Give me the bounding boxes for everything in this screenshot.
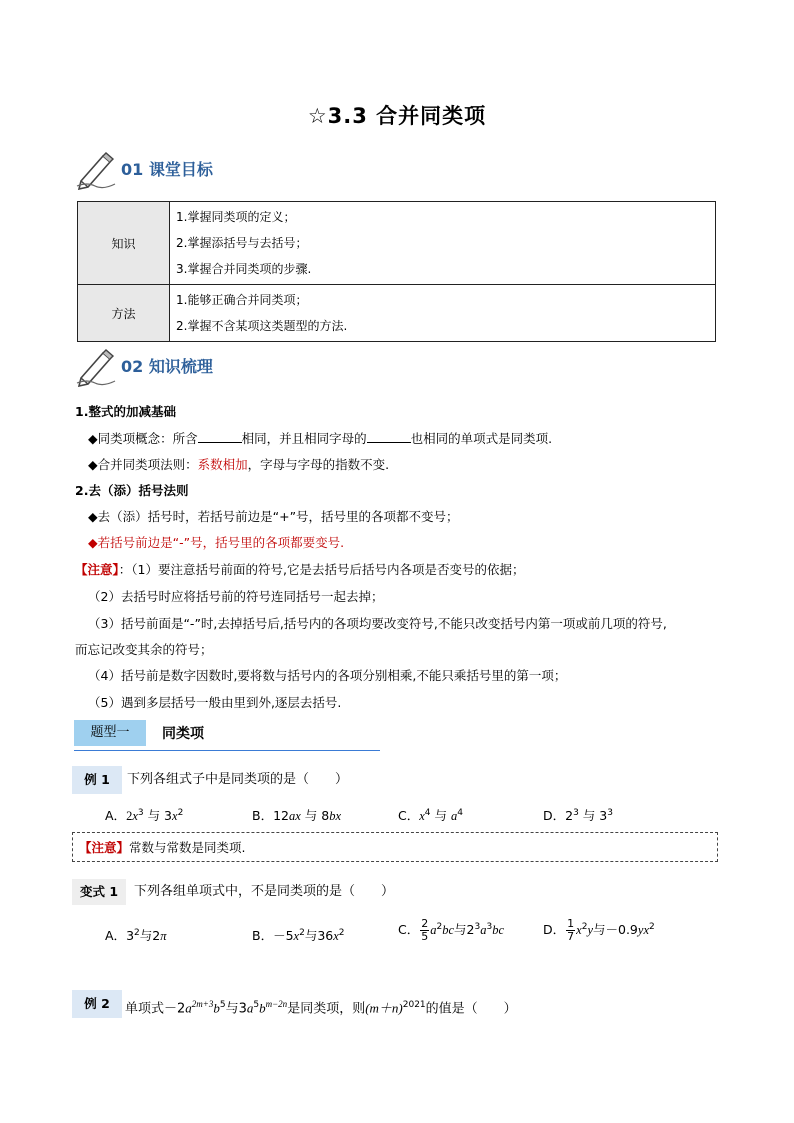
math: 3 [126, 928, 135, 943]
rule-line [88, 455, 389, 475]
note-line [75, 560, 524, 580]
section-title: 02 知识梳理 [121, 357, 213, 376]
list-item: 1.能够正确合并同类项； [176, 293, 308, 307]
option-b[interactable] [252, 806, 341, 824]
paragraph: ◆若括号前边是“-”号，括号里的各项都要变号. [88, 535, 345, 550]
table-row [78, 202, 716, 285]
row-items [170, 285, 716, 342]
text: ◆同类项概念：所含 [88, 431, 198, 446]
text: 与 [430, 808, 451, 823]
note-line: （2）去括号时应将括号前的符号连同括号一起去掉； [88, 589, 384, 604]
text: 与36 [304, 928, 334, 943]
math-var: a [246, 1000, 254, 1016]
note-line: （3）括号前面是“-”时,去掉括号后,括号内的各项均要改变符号,不能只改变括号内第一项或前几项的符号, [88, 616, 667, 631]
math-var: x [576, 923, 582, 937]
type-name: 同类项 [162, 726, 204, 742]
exponent: 3 [486, 921, 493, 932]
text: 与 8 [300, 808, 330, 823]
exponent: 2m+3 [191, 999, 214, 1009]
question-text: 下列各组单项式中，不是同类项的是（ ） [134, 884, 395, 899]
math-expr: (m＋n) [365, 1000, 403, 1016]
option-letter: D． [543, 922, 566, 937]
section-header-knowledge [75, 347, 275, 391]
note-text: 常数与常数是同类项. [129, 840, 246, 855]
math-var: x [293, 929, 300, 943]
math: 2 [126, 809, 133, 823]
math-var: a [185, 1000, 192, 1016]
option-c[interactable] [398, 918, 504, 943]
exponent: 5 [253, 1000, 260, 1010]
exponent: 4 [424, 807, 431, 818]
type-banner [74, 720, 380, 751]
highlight-text: 系数相加 [197, 457, 248, 472]
option-b[interactable] [252, 926, 345, 944]
text: 与－0.9 [593, 922, 638, 937]
exponent: 2 [436, 921, 443, 932]
text: 是同类项，则 [287, 1001, 366, 1017]
exponent: 2 [299, 927, 305, 938]
variant-tag: 变式 1 [72, 879, 126, 905]
subheading: 1.整式的加减基础 [75, 404, 176, 419]
option-letter: D． [543, 808, 566, 823]
option-letter: A． [105, 808, 127, 823]
math-var: π [160, 929, 167, 943]
table-row [78, 285, 716, 342]
math-var: bx [329, 809, 342, 823]
option-letter: C． [398, 922, 420, 937]
list-item: 1.掌握同类项的定义； [176, 210, 296, 224]
option-a[interactable] [105, 806, 183, 824]
option-c[interactable] [398, 806, 463, 824]
exponent: 4 [457, 807, 463, 818]
option-d[interactable] [543, 918, 655, 943]
row-category: 知识 [78, 202, 170, 285]
note-line: （5）遇到多层括号一般由里到外,逐层去括号. [88, 695, 342, 710]
page-title: ☆3.3 合并同类项 [307, 104, 487, 128]
math-var: bc [442, 923, 455, 937]
exponent: 3 [573, 807, 579, 818]
math-var: b [213, 1000, 220, 1016]
exponent: 2021 [402, 1000, 426, 1010]
math-var: ax [288, 809, 301, 823]
fraction [420, 918, 429, 943]
definition-line [88, 428, 552, 449]
list-item: 2.掌握不含某项这类题型的方法. [176, 319, 348, 333]
blank [198, 428, 242, 443]
option-letter: B． [252, 928, 274, 943]
text: 单项式－2 [125, 1001, 186, 1017]
example-tag: 例 2 [72, 990, 122, 1018]
text: 与2 [139, 928, 161, 943]
math-var: x [172, 809, 178, 823]
exponent: 2 [177, 807, 184, 818]
row-items [170, 202, 716, 285]
math-var: b [259, 1000, 266, 1016]
paragraph: ◆去（添）括号时，若括号前边是“+”号，括号里的各项都不变号； [88, 509, 459, 524]
note-tag: 【注意】 [79, 840, 130, 855]
option-a[interactable] [105, 926, 166, 944]
math: －5 [273, 928, 294, 943]
text: ：（1）要注意括号前面的符号,它是去括号后括号内各项是否变号的依据； [118, 562, 525, 577]
blank [367, 428, 411, 443]
type-tag: 题型一 [74, 720, 146, 746]
exponent: 3 [607, 807, 613, 818]
text: 的值是（ ） [425, 1001, 517, 1017]
exponent: 2 [134, 927, 140, 938]
section-header-goals [75, 150, 275, 194]
math-var: a [480, 923, 487, 937]
question-text: 下列各组式子中是同类项的是（ ） [127, 772, 349, 787]
note-tag: 【注意】 [75, 562, 119, 577]
question-text [125, 994, 517, 1019]
math-var: bc [492, 923, 505, 937]
math-var: a [450, 809, 458, 823]
pencil-icon [75, 150, 119, 190]
exponent: m−2n [265, 999, 288, 1009]
math-var: a [430, 923, 437, 937]
section-title: 01 课堂目标 [121, 160, 213, 179]
exponent: 2 [649, 921, 655, 932]
list-item: 3.掌握合并同类项的步骤. [176, 262, 312, 276]
subheading: 2.去（添）括号法则 [75, 483, 189, 498]
math-var: x [132, 809, 138, 823]
option-letter: A． [105, 928, 127, 943]
option-d[interactable] [543, 806, 613, 824]
exponent: 3 [137, 807, 144, 818]
text: 与 3 [143, 808, 173, 823]
math-var: x [419, 809, 425, 823]
pencil-icon [75, 347, 119, 387]
option-letter: C． [398, 808, 420, 823]
text: ，字母与字母的指数不变. [247, 457, 390, 472]
numerator: 2 [421, 917, 429, 930]
exponent: 2 [338, 927, 345, 938]
text: 与3 [225, 1001, 247, 1017]
math: 2 [565, 808, 574, 823]
text: 与 3 [578, 808, 608, 823]
example-tag: 例 1 [72, 766, 122, 794]
exponent: 3 [474, 921, 481, 932]
goals-table [77, 201, 716, 342]
note-line: （4）括号前是数字因数时,要将数与括号内的各项分别相乘,不能只乘括号里的第一项； [88, 668, 567, 683]
math-var: yx [637, 923, 649, 937]
math-var: x [333, 929, 339, 943]
text: 也相同的单项式是同类项. [410, 431, 553, 446]
math: 12 [273, 808, 289, 823]
denominator: 5 [421, 930, 429, 943]
text: 与2 [454, 922, 475, 937]
list-item: 2.掌握添括号与去括号； [176, 236, 308, 250]
numerator: 1 [567, 917, 575, 930]
note-box [72, 832, 718, 862]
exponent: 5 [219, 1000, 226, 1010]
note-line: 而忘记改变其余的符号； [75, 642, 213, 657]
text: 相同，并且相同字母的 [241, 431, 367, 446]
text: ◆合并同类项法则： [88, 457, 198, 472]
row-category: 方法 [78, 285, 170, 342]
fraction [566, 918, 575, 943]
math-var: y [587, 923, 593, 937]
option-letter: B． [252, 808, 274, 823]
exponent: 2 [581, 921, 588, 932]
denominator: 7 [567, 930, 575, 943]
